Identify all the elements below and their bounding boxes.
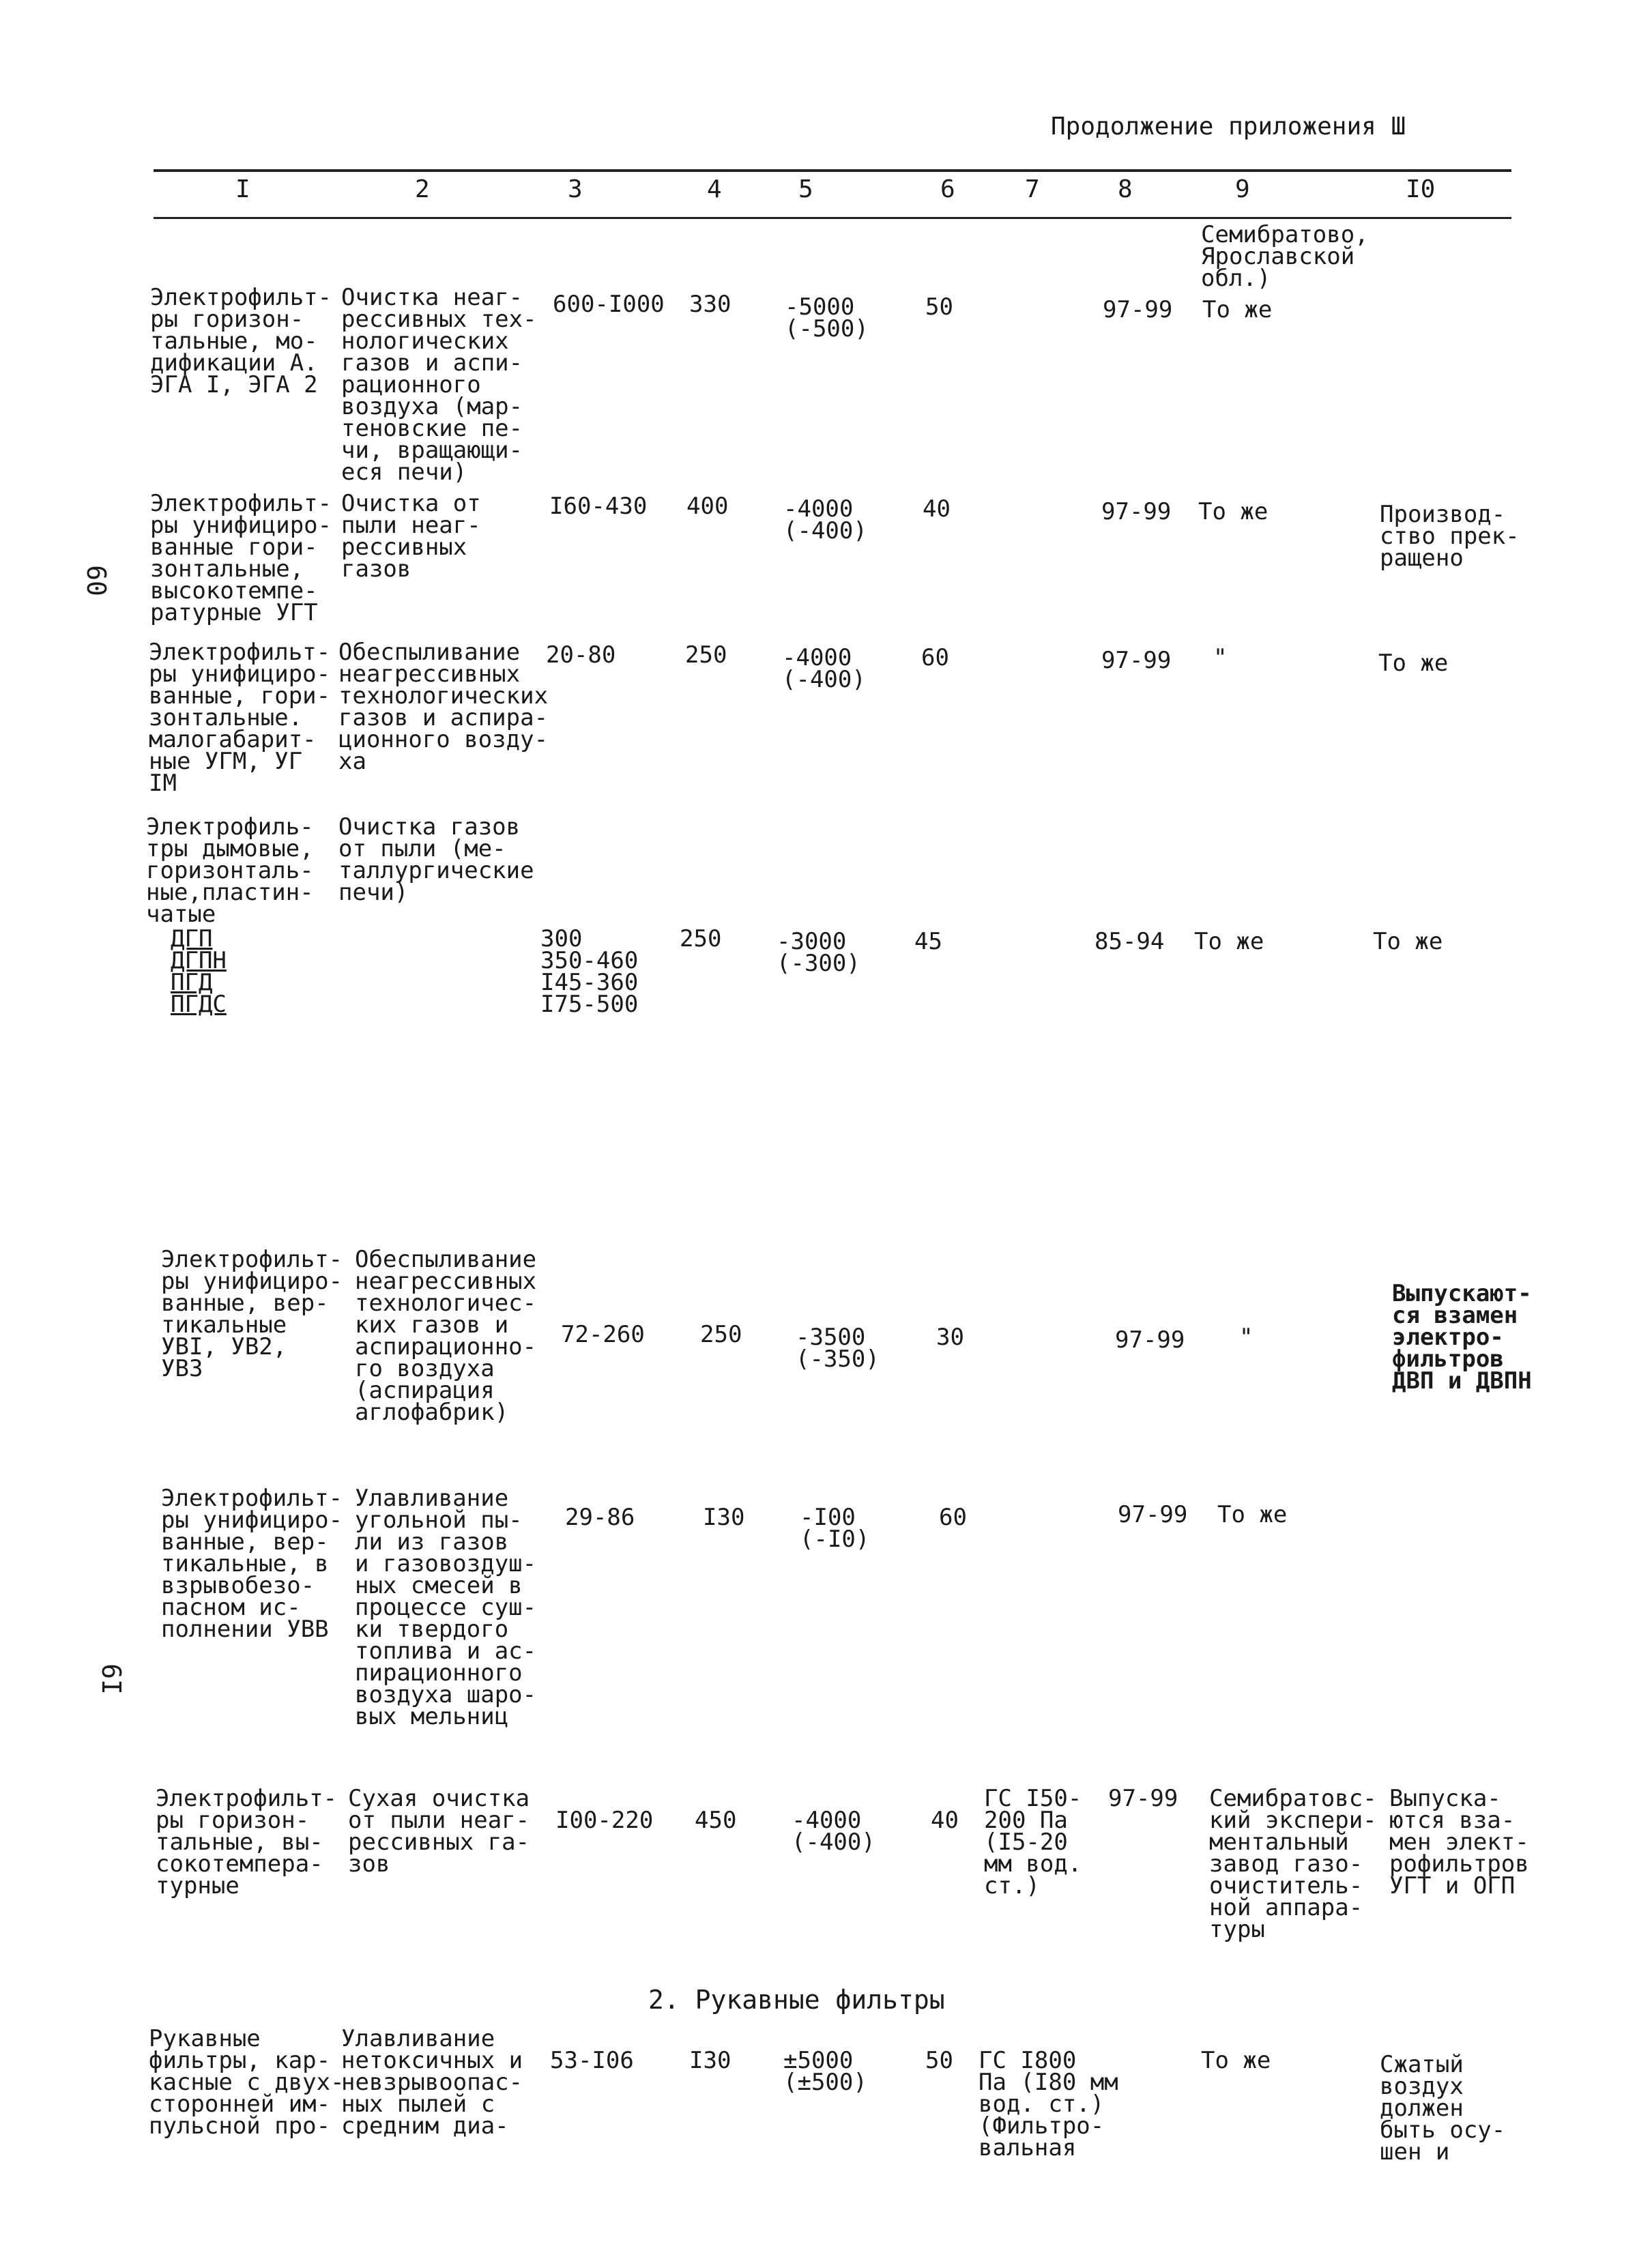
carry-over-text: Семибратово, Ярославской обл.) [1201, 221, 1369, 292]
cell-purpose: Улавливание угольной пы- ли из газов и газовоздуш- ных смесей в процессе суш- ки твердого топлива и ас- пирационного воздуха шаро- вых мельниц [355, 1485, 537, 1730]
cell-resistance: ГС I800 Па (I80 мм вод. ст.) (Фильтро- вальная [979, 2047, 1118, 2161]
cell-pressure: -4000 (-400) [782, 644, 866, 693]
cell-capacity: 29-86 [565, 1504, 635, 1531]
column-header-9: 9 [1235, 175, 1250, 203]
cell-col6: 60 [939, 1504, 967, 1531]
cell-manufacturer: То же [1194, 928, 1264, 955]
cell-efficiency: 97-99 [1108, 1785, 1178, 1812]
column-header-8: 8 [1118, 175, 1133, 203]
cell-capacity: 53-I06 [550, 2047, 634, 2074]
cell-purpose: Обеспыливание неагрессивных технологических газов и аспира- ционного возду- ха [338, 639, 549, 775]
cell-equipment: Рукавные фильтры, кар- касные с двух- сторонней им- пульсной про- [149, 2025, 345, 2140]
cell-equipment: Электрофильт- ры горизон- тальные, мо- дификации А. ЭГА I, ЭГА 2 [150, 284, 332, 398]
cell-capacity: I00-220 [555, 1807, 654, 1834]
cell-manufacturer: То же [1217, 1501, 1288, 1528]
section-title: 2. Рукавные фильтры [648, 1985, 945, 2015]
column-header-3: 3 [568, 175, 583, 203]
column-header-7: 7 [1025, 175, 1040, 203]
cell-efficiency: 85-94 [1095, 928, 1165, 955]
cell-col6: 40 [931, 1807, 959, 1834]
side-page-number-lower: 6I [96, 1663, 126, 1695]
cell-efficiency: 97-99 [1118, 1501, 1188, 1528]
cell-manufacturer: " [1239, 1324, 1254, 1351]
cell-note: Сжатый воздух должен быть осу- шен и [1380, 2051, 1506, 2166]
cell-equipment: Электрофильт- ры унифициро- ванные, вер- тикальные, в взрывобезо- пасном ис- полнении УВВ [161, 1485, 343, 1643]
cell-pressure: ±5000 (±500) [783, 2047, 867, 2096]
cell-capacity: 20-80 [546, 641, 616, 669]
cell-pressure: -I00 (-I0) [800, 1504, 870, 1553]
side-page-number-upper: 60 [81, 565, 111, 596]
cell-pressure: -4000 (-400) [792, 1807, 875, 1856]
cell-equipment: Электрофиль- тры дымовые, горизонталь- ные,пластин- чатые [146, 813, 314, 928]
cell-efficiency: 97-99 [1115, 1326, 1185, 1354]
page-continuation-title: Продолжение приложения Ш [1051, 113, 1406, 141]
cell-col6: 30 [936, 1324, 964, 1351]
column-header-2: 2 [415, 175, 430, 203]
cell-col6: 50 [925, 293, 953, 321]
cell-efficiency: 97-99 [1101, 647, 1172, 674]
cell-note: Производ- ство прек- ращено [1380, 501, 1520, 572]
cell-col6: 40 [923, 495, 951, 523]
cell-temperature: 400 [686, 493, 729, 520]
cell-purpose: Очистка от пыли неаг- рессивных газов [341, 490, 481, 583]
cell-temperature: I30 [689, 2047, 731, 2074]
cell-resistance: ГС I50- 200 Па (I5-20 мм вод. ст.) [984, 1785, 1082, 1899]
cell-purpose: Сухая очистка от пыли неаг- рессивных га- зов [348, 1785, 530, 1878]
cell-purpose: Очистка неаг- рессивных тех- нологических газов и аспи- рационного воздуха (мар- теновские пе- чи, вращающи- еся печи) [341, 284, 537, 486]
cell-efficiency: 97-99 [1103, 296, 1173, 323]
cell-note: Выпуска- ются вза- мен элект- рофильтров УГТ и ОГП [1389, 1785, 1529, 1899]
table-top-rule [154, 169, 1511, 172]
cell-col6: 50 [925, 2047, 953, 2074]
cell-manufacturer: " [1213, 644, 1228, 671]
cell-pressure: -4000 (-400) [783, 495, 867, 544]
cell-manufacturer: То же [1201, 2047, 1271, 2074]
cell-temperature: 250 [685, 641, 727, 669]
column-header-1: I [235, 175, 250, 203]
cell-manufacturer: То же [1202, 296, 1273, 323]
cell-temperature: 330 [689, 291, 731, 318]
cell-pressure: -3500 (-350) [796, 1324, 880, 1373]
cell-purpose: Обеспыливание неагрессивных технологичес- ких газов и аспирационно- го воздуха (аспирация аглофабрик) [355, 1246, 537, 1426]
table-header-rule [154, 217, 1511, 219]
cell-equipment: Электрофильт- ры унифициро- ванные, вер- тикальные УВI, УВ2, УВ3 [161, 1246, 343, 1382]
cell-equipment: Электрофильт- ры унифициро- ванные, гори- зонтальные. малогабарит- ные УГМ, УГ IM [149, 639, 331, 797]
column-header-5: 5 [798, 175, 813, 203]
cell-efficiency: 97-99 [1101, 498, 1172, 525]
cell-purpose: Очистка газов от пыли (ме- таллургические печи) [338, 813, 534, 906]
cell-manufacturer: Семибратовс- кий экспери- ментальный завод газо- очиститель- ной аппара- туры [1209, 1785, 1377, 1943]
cell-col6: 60 [921, 644, 949, 671]
cell-note: То же [1378, 650, 1449, 677]
cell-capacity: 300 350-460 I45-360 I75-500 [540, 925, 639, 1018]
cell-note: То же [1373, 928, 1443, 955]
cell-purpose: Улавливание нетоксичных и невзрывоопас- ных пылей с средним диа- [341, 2025, 523, 2140]
cell-note: Выпускают- ся взамен электро- фильтров ДВП и ДВПН [1392, 1280, 1532, 1395]
cell-capacity: I60-430 [549, 493, 648, 520]
cell-equipment: Электрофильт- ры горизон- тальные, вы- сокотемпера- турные [156, 1785, 338, 1899]
cell-col6: 45 [914, 928, 942, 955]
column-header-6: 6 [940, 175, 955, 203]
cell-equipment-models: ДГП ДГПН ПГД ПГДС [171, 925, 227, 1018]
cell-temperature: 250 [700, 1321, 742, 1348]
cell-pressure: -5000 (-500) [785, 293, 869, 343]
cell-manufacturer: То же [1198, 498, 1269, 525]
cell-equipment: Электрофильт- ры унифициро- ванные гори- зонтальные, высокотемпе- ратурные УГТ [150, 490, 332, 626]
cell-capacity: 72-260 [561, 1321, 645, 1348]
cell-capacity: 600-I000 [553, 291, 665, 318]
cell-temperature: I30 [703, 1504, 745, 1531]
column-header-10: I0 [1406, 175, 1436, 203]
column-header-4: 4 [707, 175, 722, 203]
cell-temperature: 450 [695, 1807, 737, 1834]
cell-pressure: -3000 (-300) [777, 928, 860, 977]
cell-temperature: 250 [680, 925, 722, 952]
